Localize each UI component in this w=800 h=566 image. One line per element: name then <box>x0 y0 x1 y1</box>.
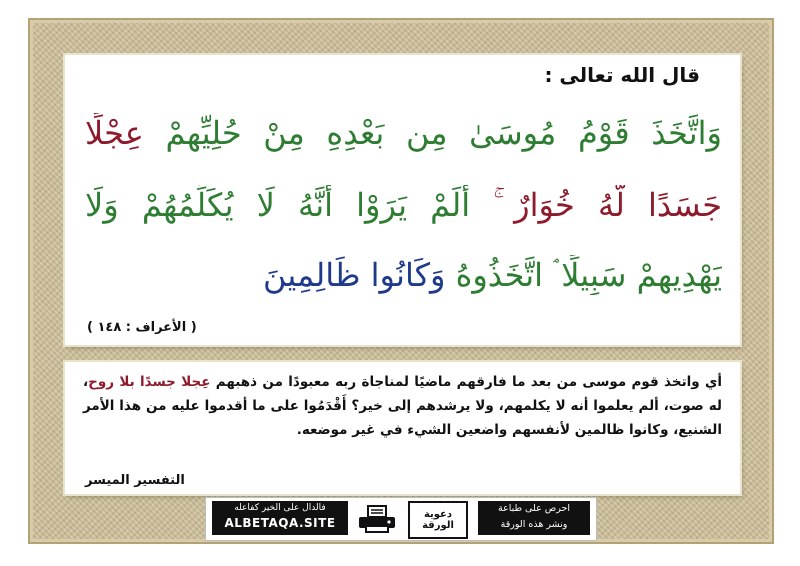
tafsir-text <box>83 370 722 442</box>
tafsir-highlight: عِجلا جسدًا بلا روح <box>88 374 211 390</box>
site-caption: فالدال على الخير كفاعله <box>234 503 326 513</box>
logo-text: الورقة <box>422 520 454 531</box>
verse-segment: وَاتَّخَذَ قَوْمُ مُوسَىٰ مِن بَعْدِهِ مِنْ حُلِيِّهِمْ <box>165 114 722 152</box>
verse-line-1 <box>85 113 722 153</box>
site-url[interactable]: ALBETAQA.SITE <box>224 516 336 530</box>
verse-segment: وَكَانُوا ظَالِمِينَ <box>262 256 446 294</box>
verse-card <box>65 55 740 345</box>
verse-segment: جَسَدًا لَّهُ خُوَارٌ ۚ <box>493 186 722 224</box>
verse-reference: ( الأعراف : ١٤٨ ) <box>87 320 197 335</box>
print-note-line: ونشر هذه الورقة <box>500 519 568 530</box>
footer-banner <box>205 497 597 541</box>
verse-line-3 <box>85 255 722 295</box>
printer-icon <box>356 504 398 534</box>
verse-segment: أَلَمْ يَرَوْا أَنَّهُ لَا يُكَلِّمُهُمْ وَلَا <box>85 186 471 224</box>
print-note-line: احرص على طباعة <box>497 503 571 514</box>
verse-line-2 <box>85 185 722 225</box>
verse-segment: عِجْلًا <box>85 114 144 152</box>
tafsir-part: ، له صوت، ألم يعلموا أنه لا يكلمهم، ولا يرشدهم إلى خير؟ أَقْدَمُوا على ما أقدموا عليه من هذا الأمر الشنيع، وكانوا ظالمين لأنفسهم واضعين الشيء في غير موضعه. <box>83 374 722 438</box>
verse-heading: قال الله تعالى : <box>544 63 700 87</box>
verse-segment: يَهْدِيهِمْ سَبِيلًا ۘ اتَّخَذُوهُ <box>455 256 722 294</box>
tafsir-card <box>65 362 740 494</box>
site-box[interactable] <box>212 501 348 535</box>
logo-text: دعوية <box>423 509 453 520</box>
print-note <box>478 501 590 535</box>
logo <box>408 501 468 539</box>
tafsir-source: التفسير الميسر <box>85 473 185 488</box>
tafsir-part: أي واتخذ قوم موسى من بعد ما فارقهم ماضيًا لمناجاة ربه معبودًا من ذهبهم <box>215 374 723 390</box>
